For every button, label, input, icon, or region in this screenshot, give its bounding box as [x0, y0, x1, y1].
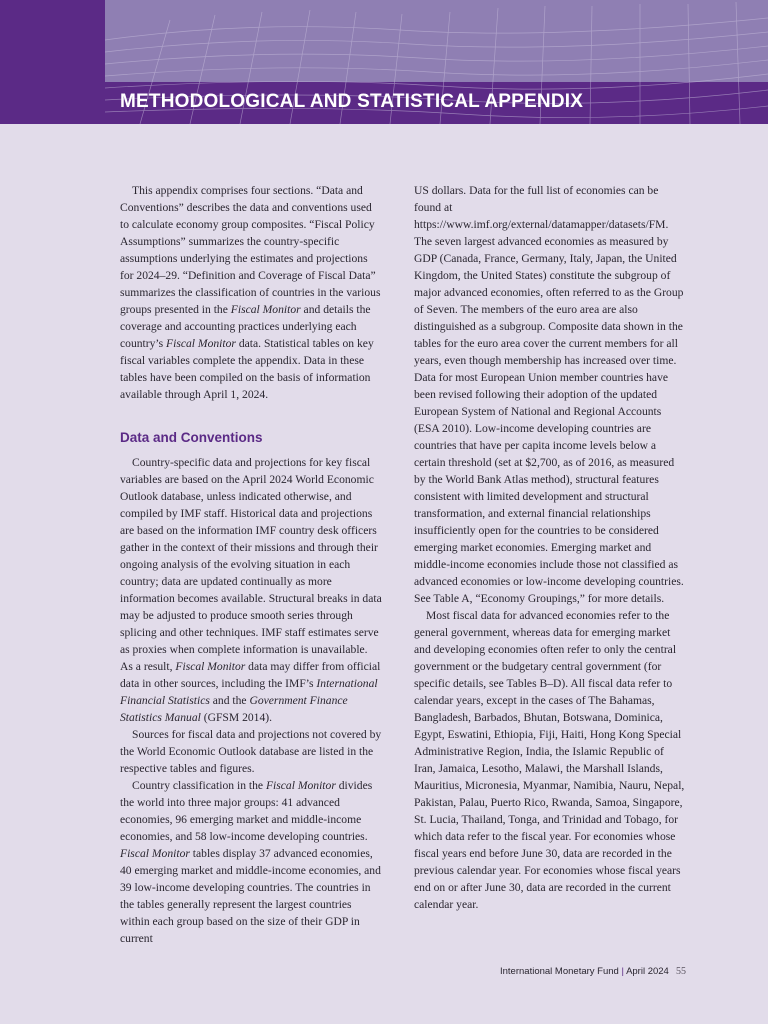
left-column [120, 182, 382, 947]
page-number: 55 [676, 966, 686, 977]
body-paragraph: Sources for fiscal data and projections not covered by the World Economic Outlook database are listed in the respective tables and figures. [120, 728, 382, 775]
section-heading: Data and Conventions [120, 430, 263, 445]
page-title: METHODOLOGICAL AND STATISTICAL APPENDIX [120, 91, 584, 112]
right-column [414, 182, 686, 913]
body-paragraph-continued: US dollars. Data for the full list of economies can be found at https://www.imf.org/external/datamapper/datasets/FM. The seven largest advanced economies as measured by GDP (Canada, France, Germany, Italy, Japan, the United Kingdom, the United States) constitute the subgroup of major advanced economies, often referred to as the Group of Seven. The members of the euro area are also distinguished as a subgroup. Composite data shown in the tables for the euro area cover the current members for all years, even though membership has increased over time. Data for most European Union member countries have been revised following their adoption of the updated European System of National and Regional Accounts (ESA 2010). Low-income developing countries are countries that have per capita income levels below a certain threshold (set at $2,700, as of 2016, as measured by the World Bank Atlas method), structural features consistent with limited development and structural transformation, and external financial relationships insufficiently open for the countries to be considered emerging market economies. Emerging market and middle-income economies include those not classified as advanced economies or low-income developing countries. See Table A, “Economy Groupings,” for more details. [414, 184, 684, 605]
footer-credit: International Monetary Fund | April 2024 [500, 966, 669, 977]
body-paragraph: Country-specific data and projections for key fiscal variables are based on the April 2024 World Economic Outlook database, unless indicated otherwise, and compiled by IMF staff. Historical data and projections are based on the information IMF country desk officers gather in the context of their missions and through their ongoing analysis of the evolving situation in each country; data are updated continually as more information becomes available. Structural breaks in data may be adjusted to produce smooth series through splicing and other techniques. IMF staff estimates serve as proxies when complete information is unavailable. As a result, Fiscal Monitor data may differ from official data in other sources, including the IMF’s International Financial Statistics and the Government Finance Statistics Manual (GFSM 2014). [120, 456, 382, 724]
intro-paragraph: This appendix comprises four sections. “Data and Conventions” describes the data and conventions used to calculate economy group composites. “Fiscal Policy Assumptions” summarizes the country-specific assumptions underlying the estimates and projections for 2024–29. “Definition and Coverage of Fiscal Data” summarizes the classification of countries in the various groups presented in the Fiscal Monitor and details the coverage and accounting practices underlying each country’s Fiscal Monitor data. Statistical tables on key fiscal variables complete the appendix. Data in these tables have been compiled on the basis of information available through April 1, 2024. [120, 184, 381, 401]
body-paragraph: Country classification in the Fiscal Monitor divides the world into three major groups: 41 advanced economies, 96 emerging market and middle-income economies, and 58 low-income developing countries. Fiscal Monitor tables display 37 advanced economies, 40 emerging market and middle-income economies, and 39 low-income developing countries. The countries in the tables generally represent the largest countries within each group based on the size of their GDP in current [120, 779, 381, 945]
body-paragraph: Most fiscal data for advanced economies refer to the general government, whereas data for emerging market and developing economies often refer to only the central government or the budgetary central government (for specific details, see Tables B–D). All fiscal data refer to calendar years, except in the cases of The Bahamas, Bangladesh, Barbados, Bhutan, Botswana, Dominica, Egypt, Eswatini, Ethiopia, Fiji, Haiti, Hong Kong Special Administrative Region, India, the Islamic Republic of Iran, Jamaica, Lesotho, Malawi, the Marshall Islands, Mauritius, Micronesia, Myanmar, Namibia, Nauru, Nepal, Pakistan, Palau, Puerto Rico, Rwanda, Samoa, Singapore, St. Lucia, Thailand, Tonga, and Trinidad and Tobago, for which data refer to the fiscal year. For economies whose fiscal years end before June 30, data are recorded in the previous calendar year. For economies whose fiscal years end on or after June 30, data are recorded in the current calendar year. [414, 609, 685, 911]
header-banner [0, 0, 768, 124]
